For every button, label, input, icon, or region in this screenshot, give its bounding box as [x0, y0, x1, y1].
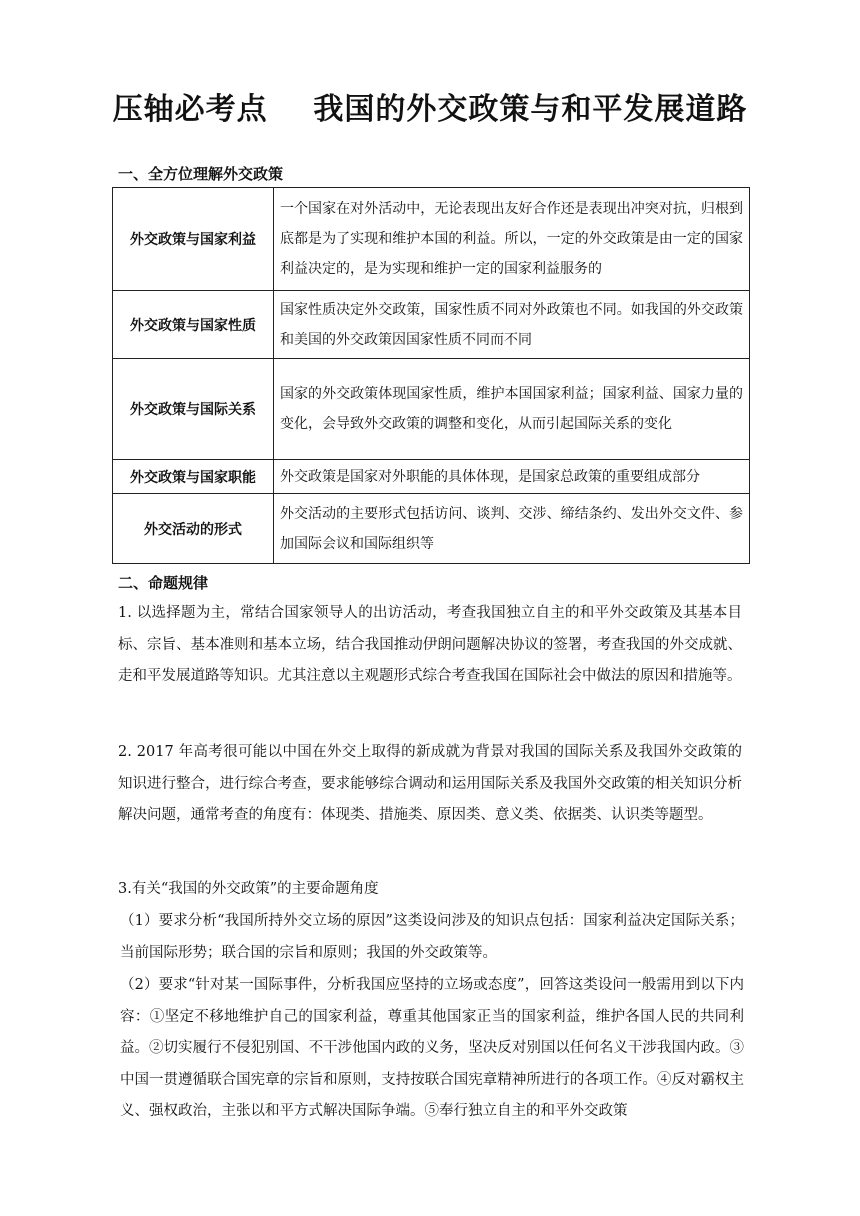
- table-row: [113, 494, 750, 564]
- table-row-content: 国家性质决定外交政策，国家性质不同对外政策也不同。如我国的外交政策和美国的外交政策因国家性质不同而不同: [274, 291, 750, 359]
- table-row-label: 外交活动的形式: [113, 494, 274, 564]
- paragraph: 3.有关“我国的外交政策”的主要命题角度: [118, 881, 379, 897]
- table-row-content: 外交活动的主要形式包括访问、谈判、交涉、缔结条约、发出外交文件、参加国际会议和国际组织等: [274, 494, 750, 564]
- table-row-label: 外交政策与国际关系: [113, 359, 274, 460]
- table-row-content: 一个国家在对外活动中，无论表现出友好合作还是表现出冲突对抗，归根到底都是为了实现和维护本国的利益。所以，一定的外交政策是由一定的国家利益决定的，是为实现和维护一定的国家利益服务的: [274, 188, 750, 291]
- paragraph: 1. 以选择题为主，常结合国家领导人的出访活动，考查我国独立自主的和平外交政策及其基本目标、宗旨、基本准则和基本立场，结合我国推动伊朗问题解决协议的签署，考查我国的外交成就、走和平发展道路等知识。尤其注意以主观题形式综合考查我国在国际社会中做法的原因和措施等。: [118, 605, 742, 684]
- table-row-label: 外交政策与国家职能: [113, 460, 274, 494]
- table-row: [113, 359, 750, 460]
- section-heading-rules: 二、命题规律: [118, 574, 209, 592]
- table-row: [113, 291, 750, 359]
- table-row-label: 外交政策与国家利益: [113, 188, 274, 291]
- policy-table: [112, 187, 750, 564]
- paragraph: （1）要求分析“我国所持外交立场的原因”这类设问涉及的知识点包括：国家利益决定国际关系；当前国际形势；联合国的宗旨和原则；我国的外交政策等。: [120, 913, 744, 961]
- document-title: 压轴必考点 我国的外交政策与和平发展道路: [112, 92, 748, 127]
- paragraph: 2. 2017 年高考很可能以中国在外交上取得的新成就为背景对我国的国际关系及我国外交政策的知识进行整合，进行综合考查，要求能够综合调动和运用国际关系及我国外交政策的相关知识分析解决问题，通常考查的角度有：体现类、措施类、原因类、意义类、依据类、认识类等题型。: [118, 744, 742, 823]
- table-row-content: 外交政策是国家对外职能的具体体现，是国家总政策的重要组成部分: [274, 460, 750, 494]
- table-row: [113, 460, 750, 494]
- table-row-content: 国家的外交政策体现国家性质，维护本国国家利益；国家利益、国家力量的变化，会导致外交政策的调整和变化，从而引起国际关系的变化: [274, 359, 750, 460]
- paragraph: （2）要求“针对某一国际事件，分析我国应坚持的立场或态度”，回答这类设问一般需用到以下内容：①坚定不移地维护自己的国家利益，尊重其他国家正当的国家利益，维护各国人民的共同利益。②切实履行不侵犯别国、不干涉他国内政的义务，坚决反对别国以任何名义干涉我国内政。③中国一贯遵循联合国宪章的宗旨和原则，支持按联合国宪章精神所进行的各项工作。④反对霸权主义、强权政治，主张以和平方式解决国际争端。⑤奉行独立自主的和平外交政策: [120, 977, 744, 1119]
- table-row-label: 外交政策与国家性质: [113, 291, 274, 359]
- section-heading-policy: 一、全方位理解外交政策: [118, 165, 284, 183]
- table-row: [113, 188, 750, 291]
